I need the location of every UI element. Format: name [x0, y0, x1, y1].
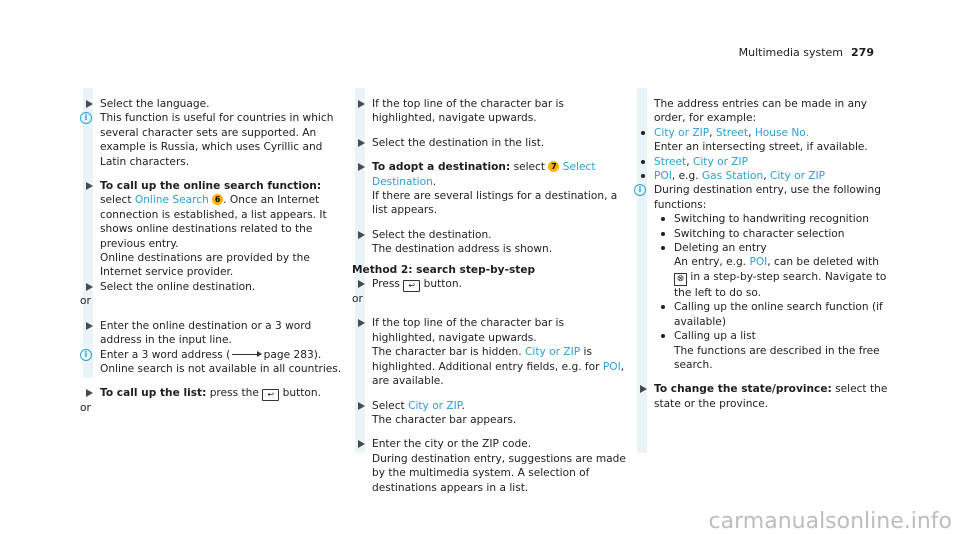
paragraph: Online destinations are provided by the Internet service provider. [100, 252, 310, 279]
arrow-icon [358, 163, 365, 171]
info-note: i During destination entry, use the following functions: [634, 183, 894, 212]
column-2 [352, 97, 627, 495]
arrow-icon [358, 440, 365, 448]
delete-icon: ⊗ [674, 273, 687, 286]
or-label: or [80, 402, 91, 415]
arrow-icon [86, 182, 93, 190]
watermark: carmanualsonline.info [708, 508, 952, 534]
list-item: Calling up the online search function (if available) [654, 300, 894, 329]
back-button-icon: ↩ [403, 280, 420, 292]
paragraph: The address entries can be made in any order, for example: [654, 98, 868, 125]
list-item: Street, City or ZIP [634, 155, 894, 169]
instruction-step: If the top line of the character bar is highlighted, navigate upwards. [352, 97, 627, 126]
instruction-step: Enter the online destination or a 3 word address in the input line. [80, 319, 350, 348]
arrow-icon [86, 100, 93, 108]
info-icon: i [80, 112, 92, 124]
callout-number: 6 [212, 194, 223, 205]
page-number: 279 [851, 46, 874, 59]
paragraph: An entry, e.g. POI, can be deleted with ⊗ in a step-by-step search. Navigate to the left to do so. [674, 256, 887, 299]
info-note: i This function is useful for countries in which several character sets are supported. An example is Russia, which uses Cyrillic and Latin characters. [80, 111, 350, 169]
arrow-icon [640, 385, 647, 393]
instruction-step: Enter the city or the ZIP code. During destination entry, suggestions are made by the multimedia system. A selection of destinations appears in a list. [352, 437, 627, 495]
method-heading: Method 2: search step-by-step [352, 263, 536, 276]
list-item: Switching to handwriting recognition [654, 212, 894, 226]
info-icon: i [634, 184, 646, 196]
list-item: Deleting an entry [654, 241, 894, 255]
instruction-step: Select the language. [80, 97, 350, 111]
paragraph: The functions are described in the free search. [674, 344, 880, 371]
column-3 [634, 97, 894, 411]
menu-item-online-search: Online Search [134, 194, 209, 207]
instruction-step: Select the online destination. [80, 280, 350, 294]
instruction-step: To change the state/province: select the state or the province. [634, 382, 894, 411]
section-title: Multimedia system [738, 46, 844, 59]
callout-number: 7 [548, 161, 559, 172]
arrow-icon [358, 231, 365, 239]
instruction-step: Press ↩ button. [352, 277, 627, 292]
instruction-step: To call up the online search function: select Online Search 6 . Once an Internet connection is established, a list appears. It shows online destinations related to the previous entry. [80, 179, 350, 251]
list-item: Calling up a list [654, 329, 894, 343]
instruction-step: Select the destination in the list. [352, 136, 627, 150]
arrow-icon [86, 283, 93, 291]
back-button-icon: ↩ [262, 389, 279, 401]
or-label: or [80, 295, 91, 308]
arrow-icon [358, 280, 365, 288]
instruction-step: If the top line of the character bar is highlighted, navigate upwards. The character bar is hidden. City or ZIP is highlighted. Additional entry fields, e.g. for POI, are available. [352, 316, 627, 388]
info-icon: i [80, 349, 92, 361]
arrow-icon [358, 100, 365, 108]
page-header [739, 46, 874, 60]
or-label: or [352, 293, 363, 306]
instruction-step: To adopt a destination: select 7 Select Destination. If there are several listings for a destination, a list appears. [352, 160, 627, 218]
list-item: City or ZIP, Street, House No. Enter an intersecting street, if available. [634, 126, 894, 155]
list-item: POI, e.g. Gas Station, City or ZIP [634, 169, 894, 183]
arrow-icon [358, 319, 365, 327]
menu-item-select-destination: Select Destination [372, 161, 596, 188]
instruction-step: To call up the list: press the ↩ button. [80, 386, 350, 401]
arrow-icon [358, 402, 365, 410]
info-note: i Enter a 3 word address ( page 283). Online search is not available in all countries. [80, 348, 350, 377]
arrow-icon [86, 322, 93, 330]
instruction-step: Select the destination. The destination address is shown. [352, 228, 627, 257]
page-reference-arrow-icon [232, 354, 260, 355]
arrow-icon [86, 389, 93, 397]
instruction-step: Select City or ZIP. The character bar appears. [352, 399, 627, 428]
list-item: Switching to character selection [654, 227, 894, 241]
arrow-icon [358, 139, 365, 147]
column-1 [80, 97, 350, 416]
